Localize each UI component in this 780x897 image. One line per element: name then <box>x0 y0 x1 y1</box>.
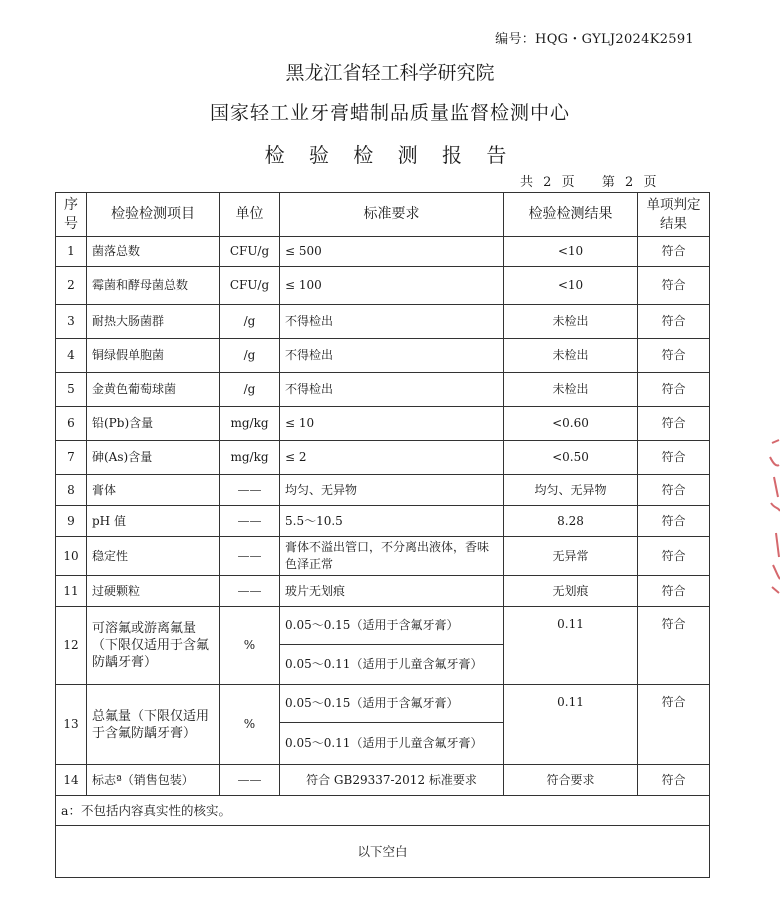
row-no: 3 <box>56 305 87 339</box>
table-header-row <box>56 193 710 237</box>
total-prefix: 共 <box>520 175 537 190</box>
table-row <box>56 339 710 373</box>
row-item: 稳定性 <box>87 537 220 576</box>
row-item: 铅(Pb)含量 <box>87 407 220 441</box>
blank-row <box>56 826 710 878</box>
row-verdict: 符合 <box>638 237 710 267</box>
row-no: 10 <box>56 537 87 576</box>
row-unit: mg/kg <box>220 441 280 475</box>
row-standard: 不得检出 <box>280 305 504 339</box>
table-row <box>56 506 710 537</box>
row-result: 未检出 <box>504 373 638 407</box>
row-item: 菌落总数 <box>87 237 220 267</box>
row-no: 2 <box>56 267 87 305</box>
row-standard: 均匀、无异物 <box>280 475 504 506</box>
table-row <box>56 441 710 475</box>
row-unit: /g <box>220 339 280 373</box>
row-no: 13 <box>56 685 87 765</box>
current-prefix: 第 <box>601 175 618 190</box>
row-standard: ≤ 500 <box>280 237 504 267</box>
table-row <box>56 576 710 607</box>
row-standard-a: 0.05～0.15（适用于含氟牙膏） <box>280 685 504 723</box>
row-item: 可溶氟或游离氟量（下限仅适用于含氟防龋牙膏） <box>87 607 220 685</box>
red-seal-fragment-icon <box>758 437 780 607</box>
row-verdict: 符合 <box>638 441 710 475</box>
row-standard: 5.5～10.5 <box>280 506 504 537</box>
table-row-13a <box>56 685 710 723</box>
row-no: 12 <box>56 607 87 685</box>
row-item: 总氟量（下限仅适用于含氟防龋牙膏） <box>87 685 220 765</box>
row-item: 过硬颗粒 <box>87 576 220 607</box>
table-row <box>56 407 710 441</box>
row-result: <10 <box>504 237 638 267</box>
row-result: 8.28 <box>504 506 638 537</box>
row-unit: —— <box>220 537 280 576</box>
row-standard: ≤ 100 <box>280 267 504 305</box>
header-verdict: 单项判定结果 <box>638 193 710 237</box>
inspection-table <box>55 192 710 878</box>
page-counter <box>520 171 659 190</box>
row-standard-b: 0.05～0.11（适用于儿童含氟牙膏） <box>280 645 504 685</box>
row-standard: ≤ 10 <box>280 407 504 441</box>
row-item: 霉菌和酵母菌总数 <box>87 267 220 305</box>
row-standard-a: 0.05～0.15（适用于含氟牙膏） <box>280 607 504 645</box>
row-verdict: 符合 <box>638 607 710 685</box>
row-verdict: 符合 <box>638 339 710 373</box>
row-no: 11 <box>56 576 87 607</box>
current-page: 2 <box>625 175 637 190</box>
table-row <box>56 475 710 506</box>
row-unit: mg/kg <box>220 407 280 441</box>
footnote: a：不包括内容真实性的核实。 <box>56 796 710 826</box>
row-result: <10 <box>504 267 638 305</box>
row-result: 均匀、无异物 <box>504 475 638 506</box>
table-row <box>56 537 710 576</box>
row-standard: 玻片无划痕 <box>280 576 504 607</box>
row-verdict: 符合 <box>638 373 710 407</box>
row-result: <0.60 <box>504 407 638 441</box>
header-no: 序号 <box>56 193 87 237</box>
row-result: 未检出 <box>504 305 638 339</box>
row-result: 0.11 <box>504 607 638 685</box>
row-result: 无异常 <box>504 537 638 576</box>
row-verdict: 符合 <box>638 576 710 607</box>
center-title: 国家轻工业牙膏蜡制品质量监督检测中心 <box>209 102 570 124</box>
row-unit: —— <box>220 576 280 607</box>
row-unit: CFU/g <box>220 237 280 267</box>
row-verdict: 符合 <box>638 685 710 765</box>
current-unit: 页 <box>643 175 660 190</box>
footnote-row <box>56 796 710 826</box>
row-item: 标志ª（销售包装） <box>87 765 220 796</box>
row-item: 铜绿假单胞菌 <box>87 339 220 373</box>
row-result: 0.11 <box>504 685 638 765</box>
row-unit: —— <box>220 765 280 796</box>
row-verdict: 符合 <box>638 267 710 305</box>
row-no: 8 <box>56 475 87 506</box>
row-no: 9 <box>56 506 87 537</box>
header-unit: 单位 <box>220 193 280 237</box>
row-no: 5 <box>56 373 87 407</box>
total-pages: 2 <box>543 175 555 190</box>
row-verdict: 符合 <box>638 537 710 576</box>
row-no: 6 <box>56 407 87 441</box>
row-item: 砷(As)含量 <box>87 441 220 475</box>
row-verdict: 符合 <box>638 506 710 537</box>
row-no: 1 <box>56 237 87 267</box>
report-number: 编号：HQG・GYLJ2024K2591 <box>495 32 694 47</box>
row-verdict: 符合 <box>638 305 710 339</box>
row-verdict: 符合 <box>638 407 710 441</box>
table-row <box>56 267 710 305</box>
org-title: 黑龙江省轻工科学研究院 <box>285 62 495 84</box>
header-standard: 标准要求 <box>280 193 504 237</box>
header-result: 检验检测结果 <box>504 193 638 237</box>
row-unit: /g <box>220 373 280 407</box>
row-result: 未检出 <box>504 339 638 373</box>
row-standard: 不得检出 <box>280 373 504 407</box>
row-item: 金黄色葡萄球菌 <box>87 373 220 407</box>
row-result: 无划痕 <box>504 576 638 607</box>
row-unit: —— <box>220 475 280 506</box>
row-result: <0.50 <box>504 441 638 475</box>
header-item: 检验检测项目 <box>87 193 220 237</box>
row-item: pH 值 <box>87 506 220 537</box>
row-unit: /g <box>220 305 280 339</box>
document-title: 检 验 检 测 报 告 <box>264 143 516 167</box>
row-unit: CFU/g <box>220 267 280 305</box>
blank-note: 以下空白 <box>56 826 710 878</box>
row-verdict: 符合 <box>638 475 710 506</box>
row-result: 符合要求 <box>504 765 638 796</box>
row-verdict: 符合 <box>638 765 710 796</box>
row-standard: 不得检出 <box>280 339 504 373</box>
row-item: 膏体 <box>87 475 220 506</box>
row-item: 耐热大肠菌群 <box>87 305 220 339</box>
row-no: 4 <box>56 339 87 373</box>
row-unit: % <box>220 607 280 685</box>
row-unit: —— <box>220 506 280 537</box>
table-row <box>56 373 710 407</box>
row-unit: % <box>220 685 280 765</box>
row-standard: 符合 GB29337-2012 标准要求 <box>280 765 504 796</box>
row-no: 7 <box>56 441 87 475</box>
row-no: 14 <box>56 765 87 796</box>
table-row <box>56 237 710 267</box>
total-unit: 页 <box>561 175 578 190</box>
row-standard: ≤ 2 <box>280 441 504 475</box>
row-standard-b: 0.05～0.11（适用于儿童含氟牙膏） <box>280 723 504 765</box>
row-standard: 膏体不溢出管口，不分离出液体，香味色泽正常 <box>280 537 504 576</box>
table-row-12a <box>56 607 710 645</box>
table-row-14 <box>56 765 710 796</box>
table-row <box>56 305 710 339</box>
